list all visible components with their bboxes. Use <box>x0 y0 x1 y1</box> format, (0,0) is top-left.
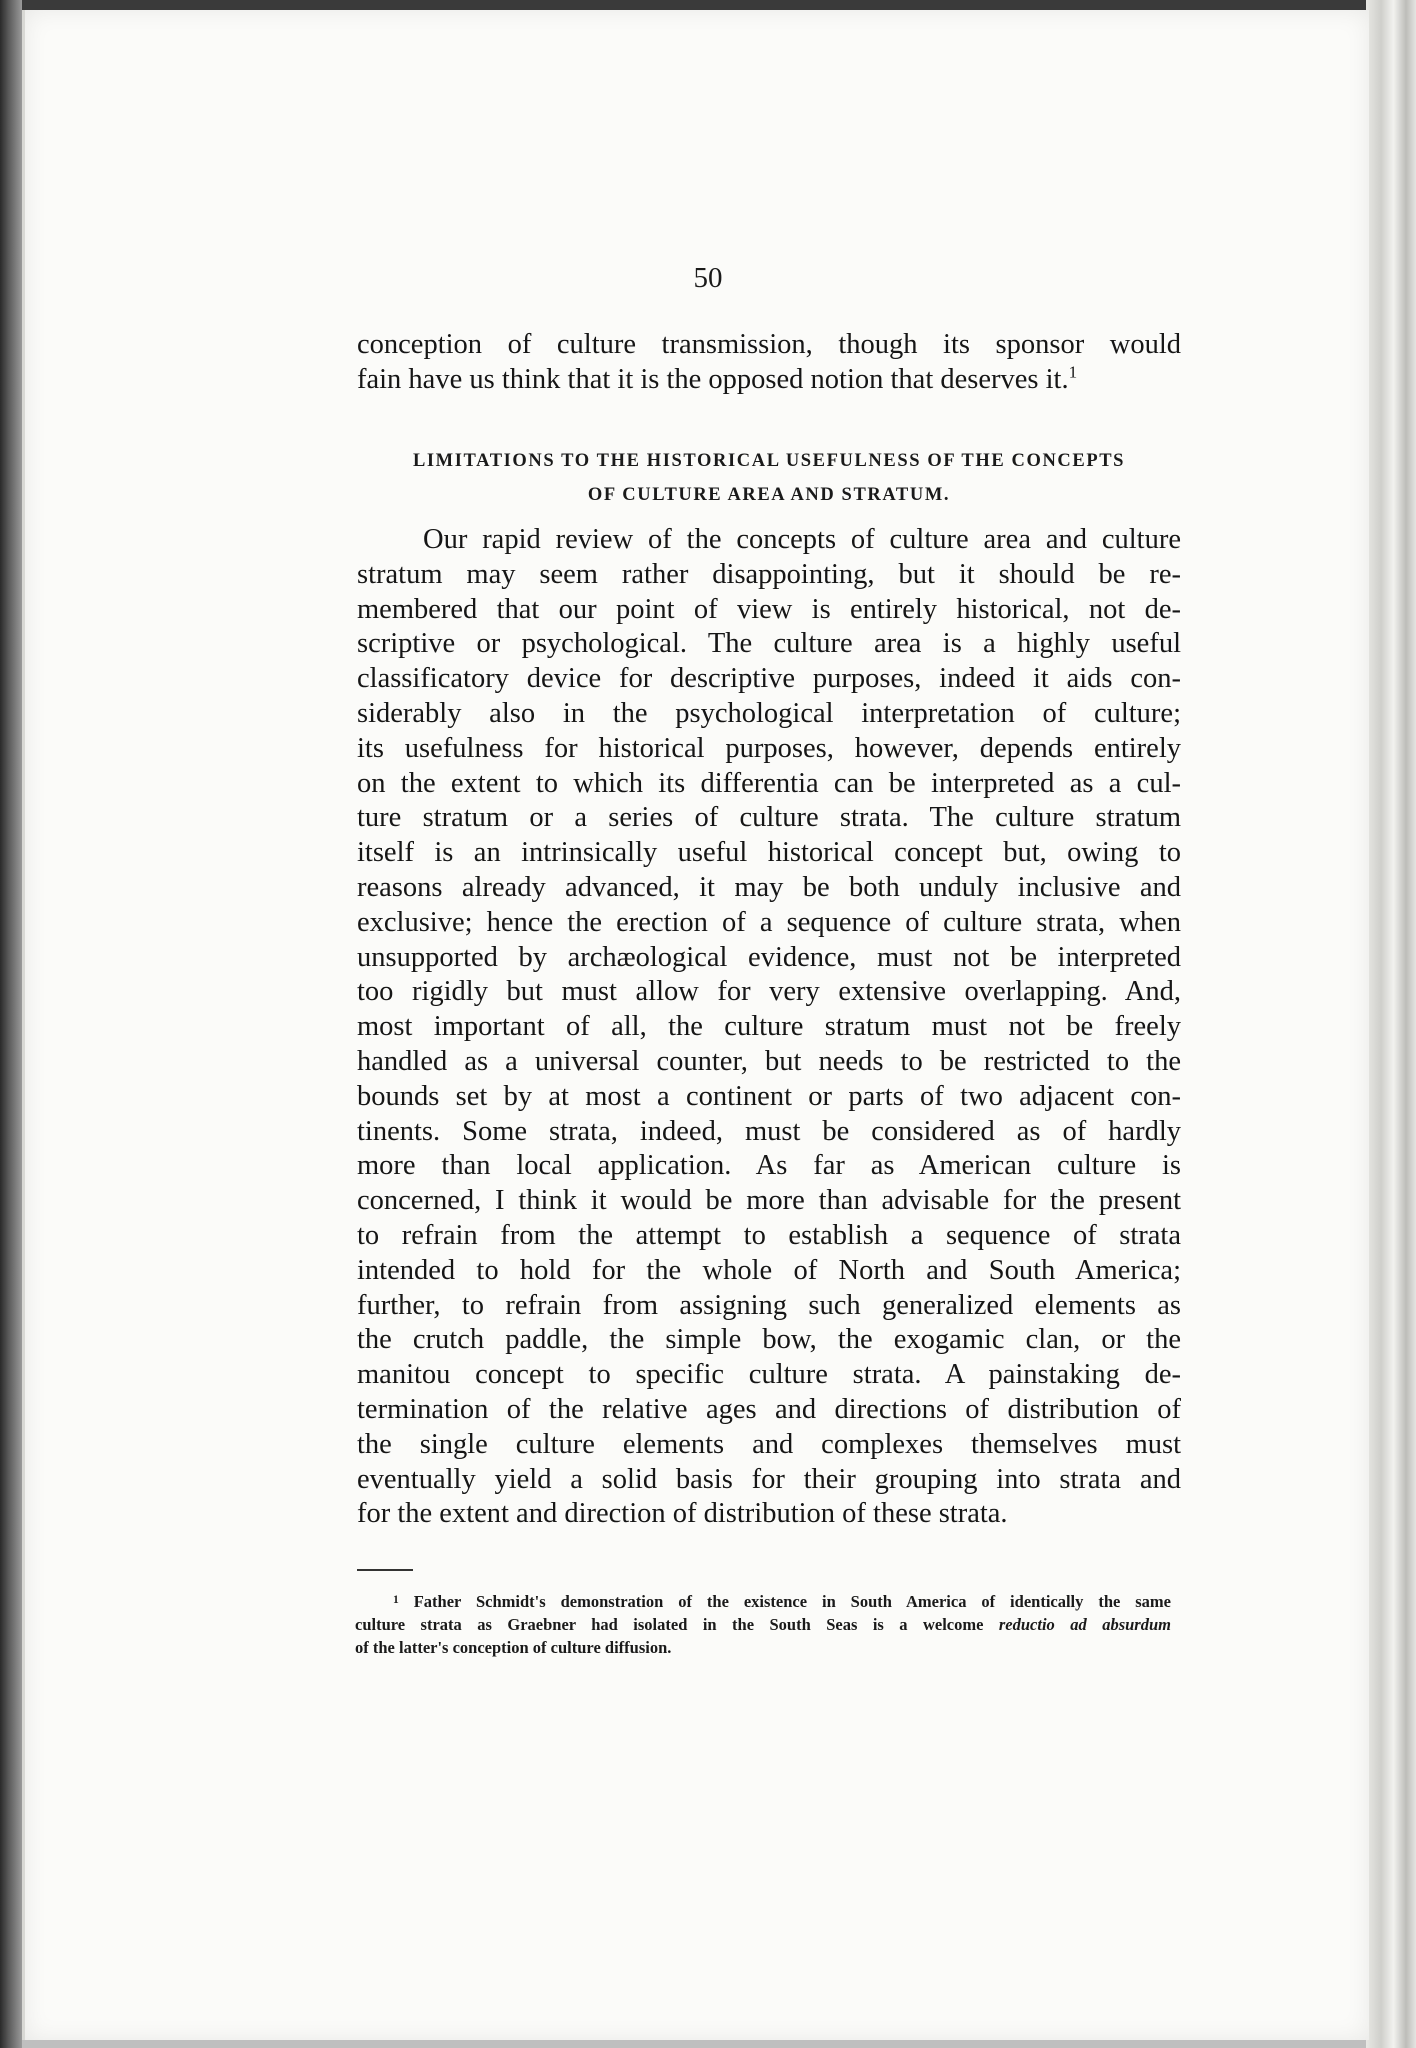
text-line: ture stratum or a series of culture strata. The culture stratum <box>357 802 1181 834</box>
text-line: its usefulness for historical purposes, however, depends entirely <box>357 732 1181 764</box>
text-line: conception of culture transmission, though its sponsor would <box>357 329 1181 360</box>
text-line: most important of all, the culture stratum must not be freely <box>357 1011 1181 1043</box>
text-line: tinents. Some strata, indeed, must be considered as of hardly <box>357 1115 1181 1147</box>
text-line: too rigidly but must allow for very extensive overlapping. And, <box>357 976 1181 1008</box>
text-line: reasons already advanced, it may be both unduly inclusive and <box>357 871 1181 903</box>
text-line: Our rapid review of the concepts of culture area and culture <box>423 524 1181 555</box>
text-line: intended to hold for the whole of North and South America; <box>357 1254 1181 1286</box>
text-line: unsupported by archæological evidence, must not be interpreted <box>357 941 1181 973</box>
body-paragraph <box>357 523 1181 1532</box>
text-line-content: fain have us think that it is the opposed notion that deserves it. <box>357 363 1069 395</box>
text-line: stratum may seem rather disappointing, but it should be re- <box>357 558 1181 590</box>
footnote-italic: reductio ad absurdum <box>998 1615 1171 1634</box>
footnote-rule <box>357 1569 413 1571</box>
text-line: membered that our point of view is entirely historical, not de- <box>357 593 1181 625</box>
text-line: eventually yield a solid basis for their grouping into strata and <box>357 1463 1181 1495</box>
text-line: for the extent and direction of distribution of these strata. <box>357 1498 1008 1530</box>
page-edges <box>1366 0 1416 2048</box>
heading-line: OF CULTURE AREA AND STRATUM. <box>587 485 951 505</box>
footnote-line: of the latter's conception of culture diffusion. <box>355 1638 672 1657</box>
footnote <box>355 1589 1171 1659</box>
text-line: manitou concept to specific culture strata. A painstaking de- <box>357 1359 1181 1391</box>
text-line: classificatory device for descriptive purposes, indeed it aids con- <box>357 663 1181 695</box>
heading-line: LIMITATIONS TO THE HISTORICAL USEFULNESS OF THE CONCEPTS <box>412 451 1126 471</box>
footnote-mark: 1 <box>393 1594 399 1606</box>
footnote-text: culture strata as Graebner had isolated in the South Seas is a welcome <box>355 1615 999 1634</box>
footnote-line <box>355 1613 1171 1636</box>
text-line: more than local application. As far as American culture is <box>357 1150 1181 1182</box>
text-line: further, to refrain from assigning such generalized elements as <box>357 1289 1181 1321</box>
section-heading <box>357 444 1181 512</box>
text-line: concerned, I think it would be more than advisable for the present <box>357 1185 1181 1217</box>
footnote-reference: 1 <box>1068 362 1078 382</box>
page-number: 50 <box>693 262 723 294</box>
scan-top-edge <box>0 0 1416 10</box>
footnote-text: Father Schmidt's demonstration of the existence in South America of identically the same <box>413 1592 1171 1611</box>
text-line: termination of the relative ages and directions of distribution of <box>357 1393 1181 1425</box>
text-line: to refrain from the attempt to establish a sequence of strata <box>357 1219 1181 1251</box>
text-line: handled as a universal counter, but needs to be restricted to the <box>357 1045 1181 1077</box>
text-line: on the extent to which its differentia can be interpreted as a cul- <box>357 767 1181 799</box>
text-line: siderably also in the psychological interpretation of culture; <box>357 697 1181 729</box>
footnote-line <box>355 1589 1171 1613</box>
lead-paragraph <box>357 328 1181 398</box>
text-line: the single culture elements and complexes themselves must <box>357 1428 1181 1460</box>
book-spine-shadow <box>0 0 22 2048</box>
text-line: bounds set by at most a continent or parts of two adjacent con- <box>357 1080 1181 1112</box>
text-line <box>357 363 1181 398</box>
text-line: itself is an intrinsically useful historical concept but, owing to <box>357 837 1181 869</box>
text-line: scriptive or psychological. The culture area is a highly useful <box>357 628 1181 660</box>
text-line: exclusive; hence the erection of a sequence of culture strata, when <box>357 906 1181 938</box>
text-line: the crutch paddle, the simple bow, the exogamic clan, or the <box>357 1324 1181 1356</box>
